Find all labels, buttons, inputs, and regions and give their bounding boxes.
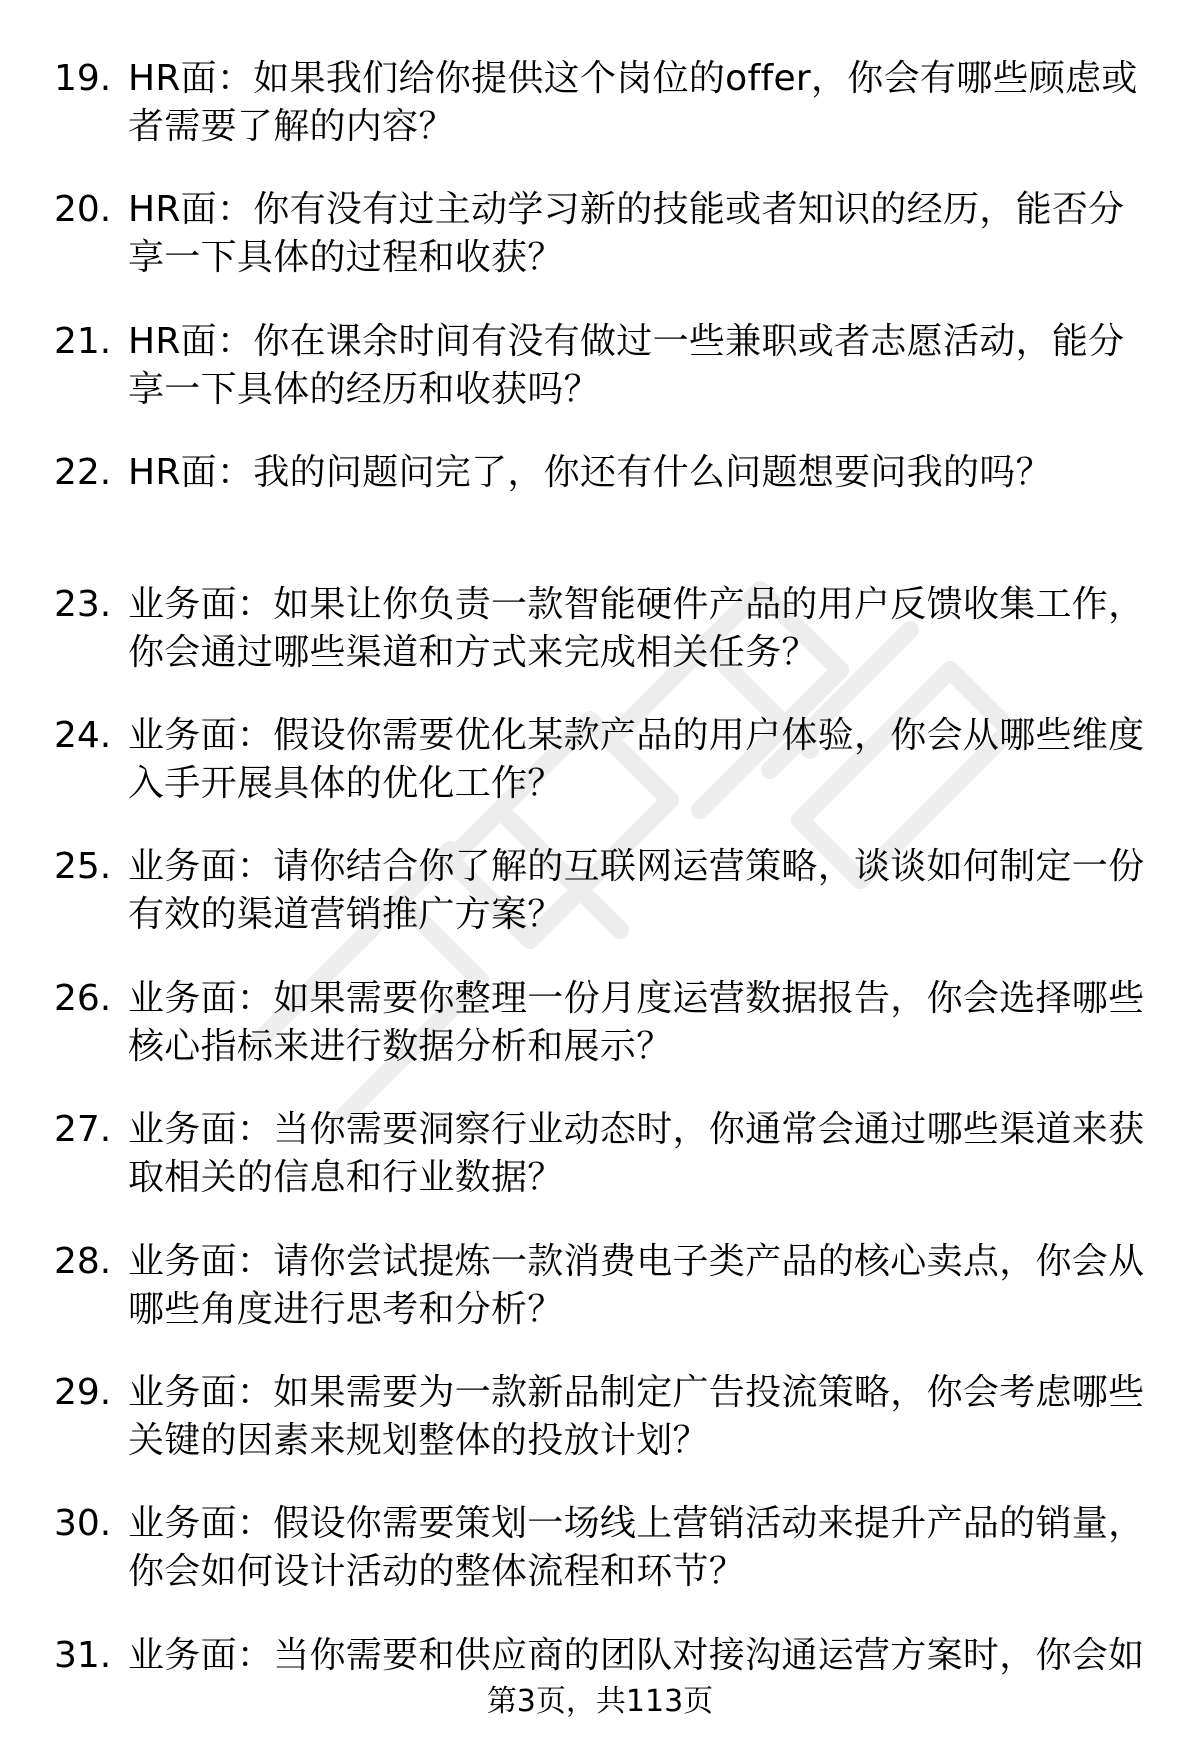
question-text: 业务面：假设你需要优化某款产品的用户体验，你会从哪些维度入手开展具体的优化工作？ (128, 714, 1145, 804)
question-item (0, 975, 1200, 1106)
question-number: 19. (54, 58, 112, 99)
question-text: HR面：如果我们给你提供这个岗位的offer，你会有哪些顾虑或者需要了解的内容？ (128, 58, 1138, 147)
question-number: 30. (54, 1503, 112, 1545)
question-item (0, 1238, 1200, 1369)
question-text: HR面：你在课余时间有没有做过一些兼职或者志愿活动，能分享一下具体的经历和收获吗？ (128, 320, 1125, 410)
question-text: 业务面：当你需要和供应商的团队对接沟通运营方案时，你会如 (128, 1634, 1145, 1676)
question-item (0, 318, 1200, 449)
question-text: 业务面：假设你需要策划一场线上营销活动来提升产品的销量，你会如何设计活动的整体流程和环节？ (128, 1503, 1145, 1593)
question-number: 26. (54, 977, 112, 1019)
question-number: 21. (54, 320, 112, 362)
page-number: 第3页，共113页 (486, 1684, 714, 1719)
question-item (0, 1106, 1200, 1237)
question-number: 31. (54, 1634, 112, 1676)
question-item (0, 1500, 1200, 1631)
question-text: 业务面：如果需要为一款新品制定广告投流策略，你会考虑哪些关键的因素来规划整体的投放计划？ (128, 1371, 1145, 1461)
question-number: 28. (54, 1240, 112, 1282)
question-item (0, 55, 1200, 186)
question-list (0, 55, 1200, 1763)
question-number: 29. (54, 1371, 112, 1413)
question-text: 业务面：如果需要你整理一份月度运营数据报告，你会选择哪些核心指标来进行数据分析和展示？ (128, 977, 1145, 1067)
question-number: 23. (54, 583, 112, 625)
question-text: 业务面：请你结合你了解的互联网运营策略，谈谈如何制定一份有效的渠道营销推广方案？ (128, 846, 1145, 936)
question-text: 业务面：如果让你负责一款智能硬件产品的用户反馈收集工作，你会通过哪些渠道和方式来完成相关任务？ (128, 583, 1145, 673)
question-number: 25. (54, 846, 112, 888)
question-text: 业务面：请你尝试提炼一款消费电子类产品的核心卖点，你会从哪些角度进行思考和分析？ (128, 1240, 1145, 1330)
question-number: 20. (54, 189, 112, 231)
question-item (0, 581, 1200, 712)
question-number: 27. (54, 1109, 112, 1151)
question-text: HR面：你有没有过主动学习新的技能或者知识的经历，能否分享一下具体的过程和收获？ (128, 189, 1125, 279)
question-number: 22. (54, 452, 112, 494)
question-item (0, 712, 1200, 843)
question-item (0, 843, 1200, 974)
question-item (0, 186, 1200, 317)
question-item (0, 1369, 1200, 1500)
question-text: 业务面：当你需要洞察行业动态时，你通常会通过哪些渠道来获取相关的信息和行业数据？ (128, 1109, 1145, 1199)
question-item (0, 449, 1200, 580)
question-number: 24. (54, 714, 112, 756)
question-text: HR面：我的问题问完了，你还有什么问题想要问我的吗？ (128, 452, 1052, 494)
